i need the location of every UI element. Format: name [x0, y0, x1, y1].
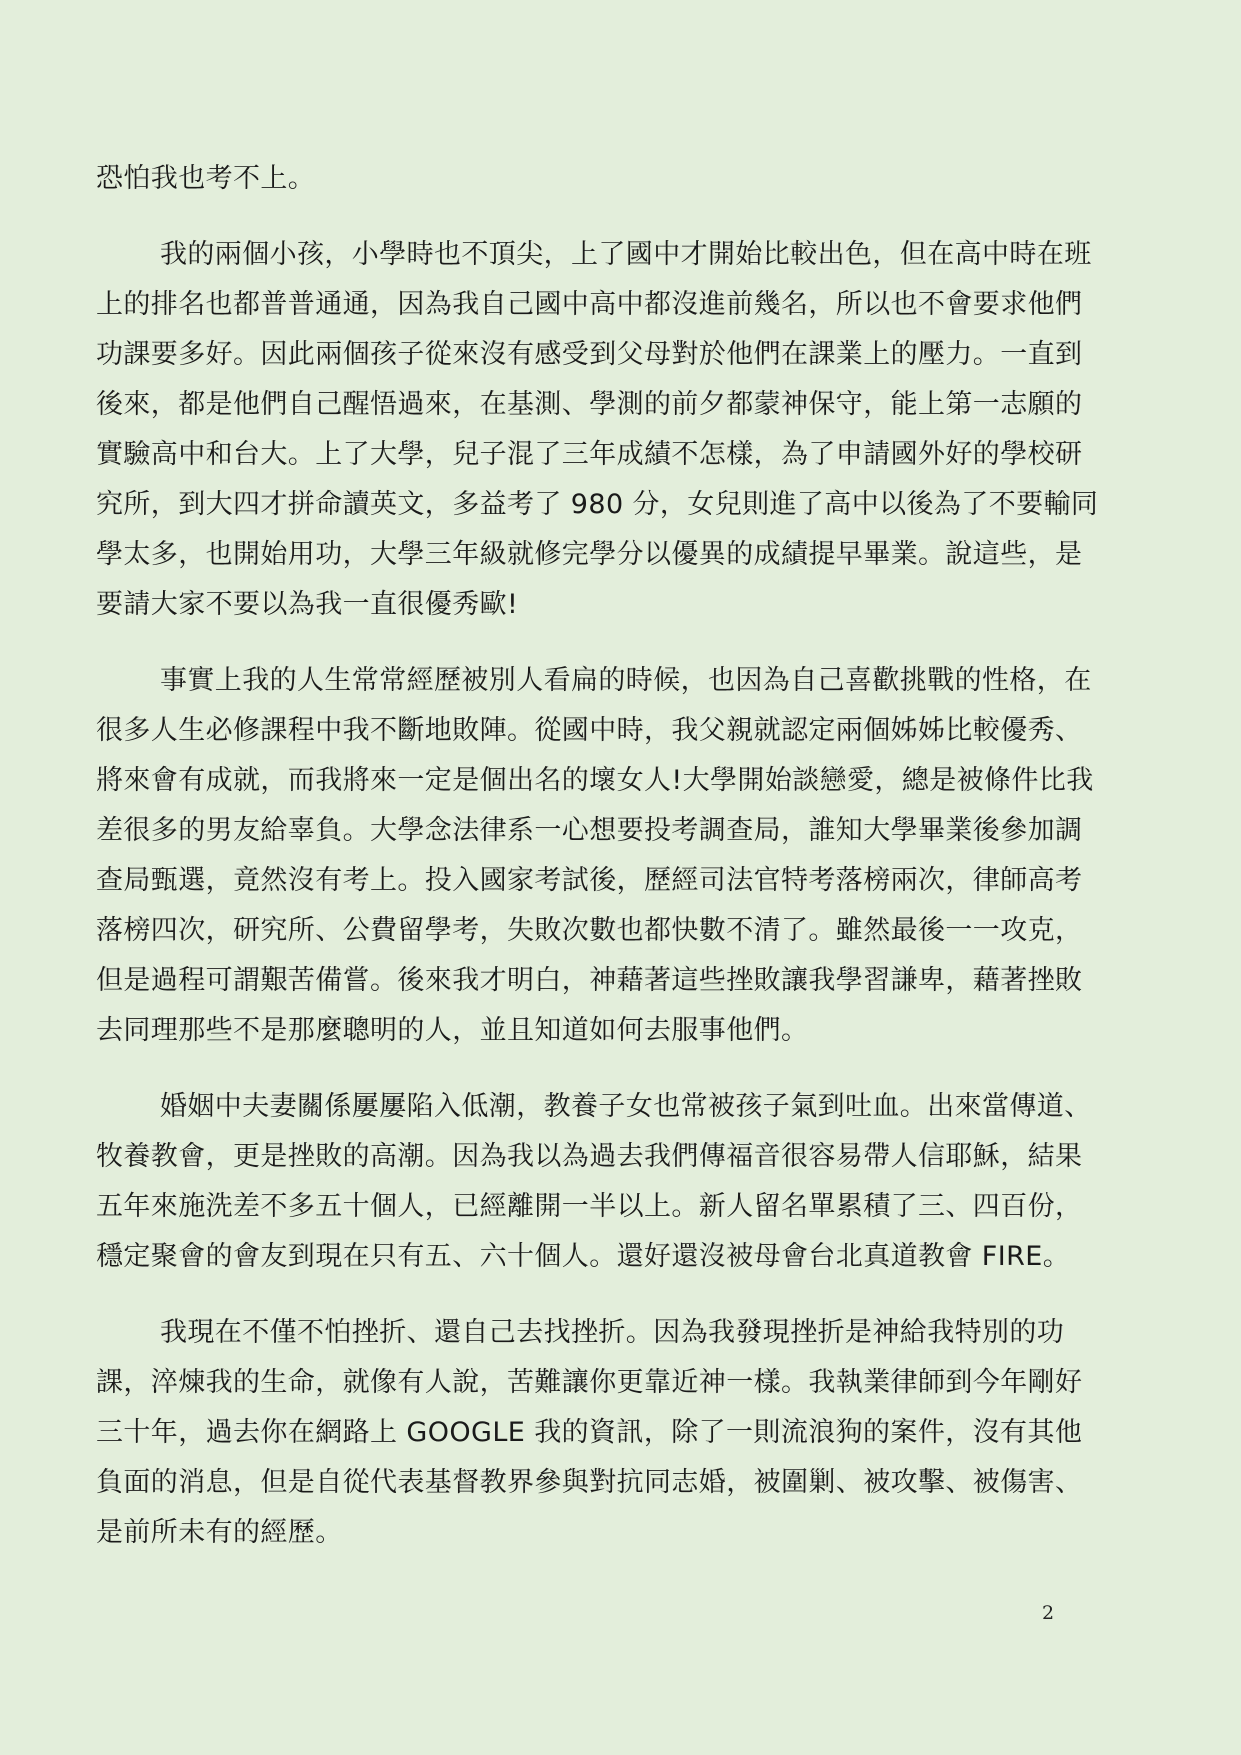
text-line: 我的兩個小孩，小學時也不頂尖，上了國中才開始比較出色，但在高中時在班 [160, 239, 1092, 270]
paragraph [96, 1082, 1146, 1282]
text-line: 落榜四次，研究所、公費留學考，失敗次數也都快數不清了。雖然最後一一攻克， [96, 915, 1083, 946]
text-line: 去同理那些不是那麼聰明的人，並且知道如何去服事他們。 [96, 1015, 809, 1046]
text-line: 但是過程可謂艱苦備嘗。後來我才明白，神藉著這些挫敗讓我學習謙卑，藉著挫敗 [96, 965, 1083, 996]
text-line: 五年來施洗差不多五十個人，已經離開一半以上。新人留名單累積了三、四百份， [96, 1191, 1083, 1222]
text-line: 很多人生必修課程中我不斷地敗陣。從國中時，我父親就認定兩個姊姊比較優秀、 [96, 715, 1083, 746]
text-line: 課，淬煉我的生命，就像有人說，苦難讓你更靠近神一樣。我執業律師到今年剛好 [96, 1367, 1083, 1398]
text-line: 負面的消息，但是自從代表基督教界參與對抗同志婚，被圍剿、被攻擊、被傷害、 [96, 1467, 1083, 1498]
text-line: 穩定聚會的會友到現在只有五、六十個人。還好還沒被母會台北真道教會 FIRE。 [96, 1241, 1071, 1272]
text-line: 婚姻中夫妻關係屢屢陷入低潮，教養子女也常被孩子氣到吐血。出來當傳道、 [160, 1091, 1092, 1122]
text-line: 是前所未有的經歷。 [96, 1517, 343, 1548]
text-line: 學太多，也開始用功，大學三年級就修完學分以優異的成績提早畢業。說這些，是 [96, 539, 1083, 570]
text-line: 究所，到大四才拼命讀英文，多益考了 980 分，女兒則進了高中以後為了不要輸同 [96, 489, 1099, 520]
text-line: 三十年，過去你在網路上 GOOGLE 我的資訊，除了一則流浪狗的案件，沒有其他 [96, 1417, 1083, 1448]
text-line: 功課要多好。因此兩個孩子從來沒有感受到父母對於他們在課業上的壓力。一直到 [96, 339, 1083, 370]
text-line: 牧養教會，更是挫敗的高潮。因為我以為過去我們傳福音很容易帶人信耶穌，結果 [96, 1141, 1083, 1172]
paragraph [96, 230, 1146, 630]
text-line: 差很多的男友給辜負。大學念法律系一心想要投考調查局，誰知大學畢業後參加調 [96, 815, 1083, 846]
paragraph [96, 656, 1146, 1056]
text-line: 上的排名也都普普通通，因為我自己國中高中都沒進前幾名，所以也不會要求他們 [96, 289, 1083, 320]
page-number: 2 [1042, 1602, 1055, 1624]
text-line: 實驗高中和台大。上了大學，兒子混了三年成績不怎樣，為了申請國外好的學校研 [96, 439, 1083, 470]
text-line: 要請大家不要以為我一直很優秀歐! [96, 589, 519, 620]
document-body [96, 154, 1146, 1584]
paragraph [96, 154, 1146, 204]
paragraph [96, 1308, 1146, 1558]
text-line: 事實上我的人生常常經歷被別人看扁的時候，也因為自己喜歡挑戰的性格，在 [160, 665, 1092, 696]
text-line: 後來，都是他們自己醒悟過來，在基測、學測的前夕都蒙神保守，能上第一志願的 [96, 389, 1083, 420]
text-line: 查局甄選，竟然沒有考上。投入國家考試後，歷經司法官特考落榜兩次，律師高考 [96, 865, 1083, 896]
text-line: 將來會有成就，而我將來一定是個出名的壞女人!大學開始談戀愛，總是被條件比我 [96, 765, 1094, 796]
text-line: 恐怕我也考不上。 [96, 163, 316, 194]
text-line: 我現在不僅不怕挫折、還自己去找挫折。因為我發現挫折是神給我特別的功 [160, 1317, 1065, 1348]
